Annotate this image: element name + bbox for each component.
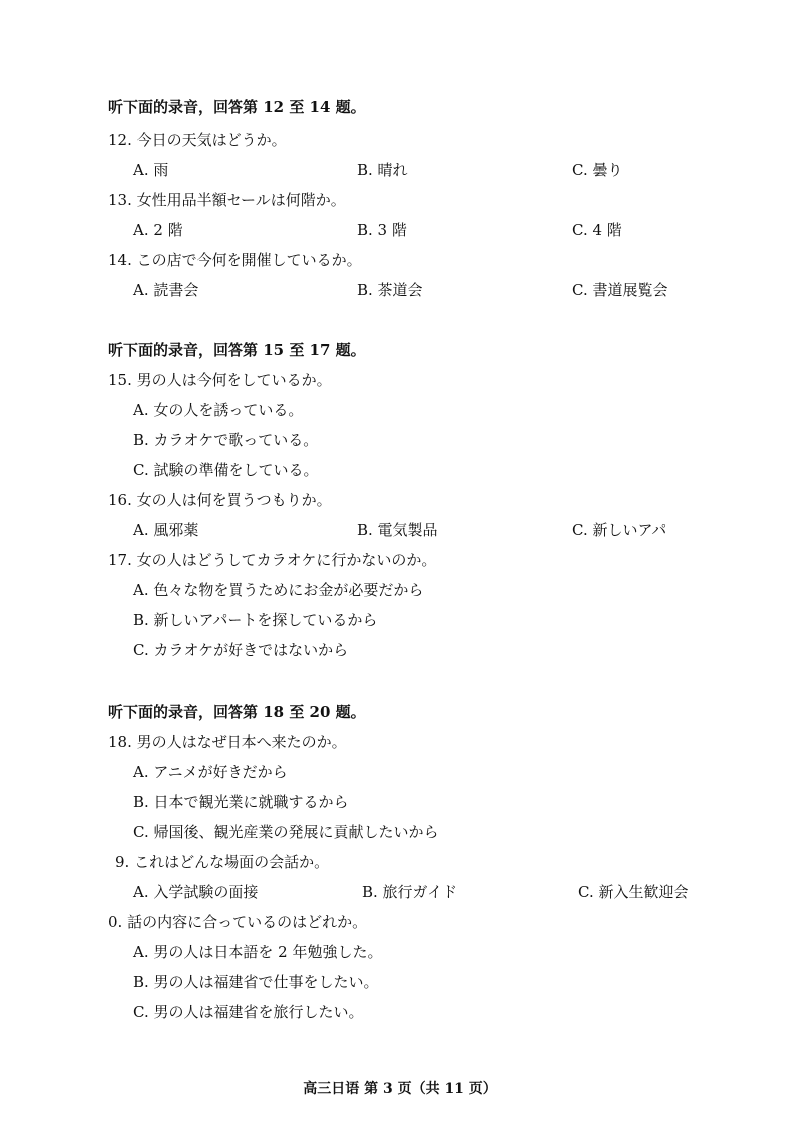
option-19-a: A. 入学試験の面接 (133, 883, 259, 901)
option-18-c: C. 帰国後、観光産業の発展に貢献したいから (133, 823, 439, 841)
option-17-c: C. カラオケが好きではないから (133, 641, 349, 659)
option-19-b: B. 旅行ガイド (362, 883, 458, 901)
option-15-c: C. 試験の準備をしている。 (133, 461, 319, 479)
question-20: 0. 話の内容に合っているのはどれか。 (108, 913, 368, 931)
question-16: 16. 女の人は何を買うつもりか。 (108, 491, 332, 509)
question-14: 14. この店で今何を開催しているか。 (108, 251, 362, 269)
option-17-b: B. 新しいアパートを探しているから (133, 611, 378, 629)
option-16-b: B. 電気製品 (357, 521, 438, 539)
question-13: 13. 女性用品半額セールは何階か。 (108, 191, 346, 209)
question-17: 17. 女の人はどうしてカラオケに行かないのか。 (108, 551, 437, 569)
option-19-c: C. 新入生歓迎会 (578, 883, 689, 901)
option-13-b: B. 3 階 (357, 221, 407, 239)
option-20-b: B. 男の人は福建省で仕事をしたい。 (133, 973, 379, 991)
option-20-a: A. 男の人は日本語を 2 年勉強した。 (133, 943, 383, 961)
option-12-c: C. 曇り (572, 161, 623, 179)
option-18-b: B. 日本で観光業に就職するから (133, 793, 349, 811)
option-16-c: C. 新しいアパ (572, 521, 667, 539)
question-19: 9. これはどんな場面の会話か。 (115, 853, 330, 871)
option-14-c: C. 書道展覧会 (572, 281, 668, 299)
option-17-a: A. 色々な物を買うためにお金が必要だから (133, 581, 424, 599)
option-15-b: B. カラオケで歌っている。 (133, 431, 319, 449)
question-12: 12. 今日の天気はどうか。 (108, 131, 287, 149)
page-footer: 高三日语 第 3 页（共 11 页） (303, 1081, 497, 1097)
question-18: 18. 男の人はなぜ日本へ来たのか。 (108, 733, 347, 751)
option-13-c: C. 4 階 (572, 221, 622, 239)
option-16-a: A. 風邪薬 (133, 521, 199, 539)
question-15: 15. 男の人は今何をしているか。 (108, 371, 332, 389)
option-14-a: A. 読書会 (133, 281, 199, 299)
option-20-c: C. 男の人は福建省を旅行したい。 (133, 1003, 364, 1021)
section-header: 听下面的录音，回答第 12 至 14 题。 (108, 98, 366, 116)
option-15-a: A. 女の人を誘っている。 (133, 401, 304, 419)
section-header: 听下面的录音，回答第 15 至 17 题。 (108, 341, 366, 359)
option-14-b: B. 茶道会 (357, 281, 423, 299)
option-13-a: A. 2 階 (133, 221, 183, 239)
option-12-a: A. 雨 (133, 161, 169, 179)
option-18-a: A. アニメが好きだから (133, 763, 288, 781)
section-header: 听下面的录音，回答第 18 至 20 题。 (108, 703, 366, 721)
option-12-b: B. 晴れ (357, 161, 408, 179)
